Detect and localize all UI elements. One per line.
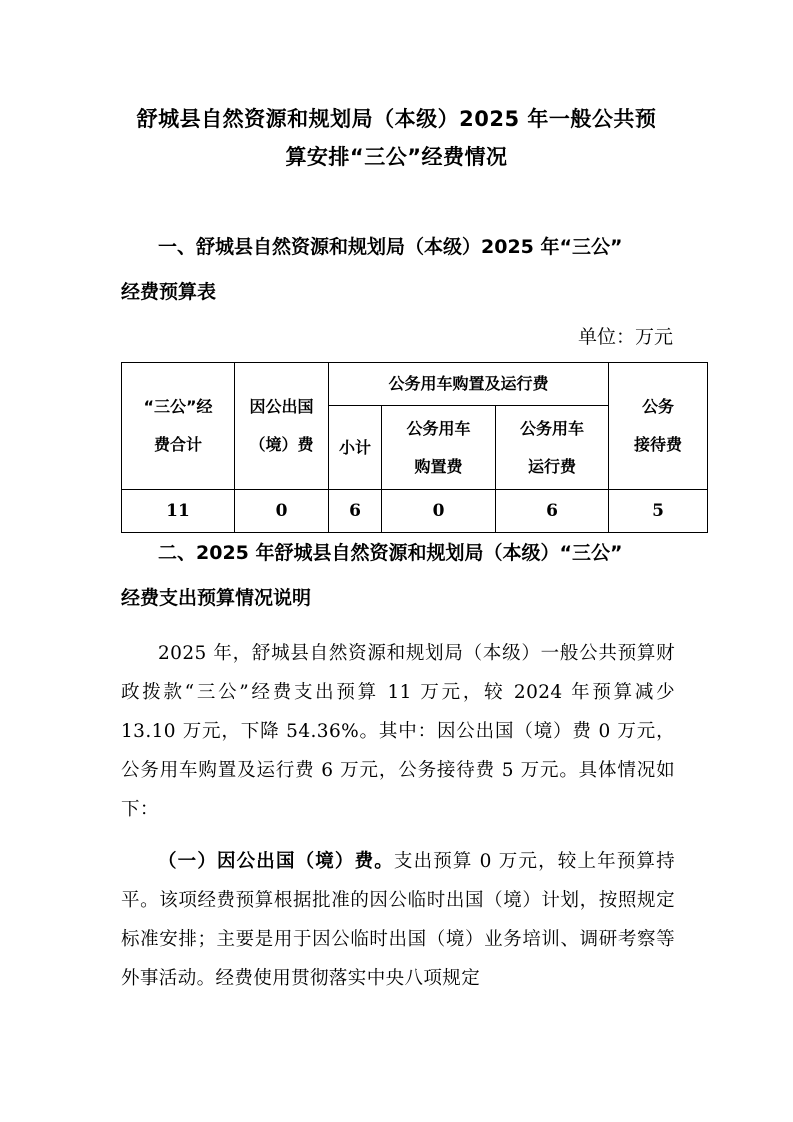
value-subtotal: 6 bbox=[329, 490, 382, 533]
header-purchase bbox=[382, 406, 496, 490]
header-abroad bbox=[235, 363, 329, 490]
document-title-line1: 舒城县自然资源和规划局（本级）2025 年一般公共预 bbox=[136, 107, 657, 131]
unit-label: 单位：万元 bbox=[577, 326, 673, 348]
document-title-line2: 算安排“三公”经费情况 bbox=[285, 145, 508, 169]
header-operation bbox=[496, 406, 609, 490]
paragraph-abroad bbox=[121, 842, 675, 998]
value-operation: 6 bbox=[496, 490, 609, 533]
header-operation-line2: 运行费 bbox=[527, 456, 576, 476]
section1-heading-line2: 经费预算表 bbox=[121, 281, 217, 303]
header-abroad-line1: 因公出国 bbox=[249, 397, 314, 416]
table-header-row bbox=[122, 363, 708, 406]
header-operation-line1: 公务用车 bbox=[519, 418, 584, 438]
paragraph-abroad-body: 支出预算 0 万元，较上年预算持平。该项经费预算根据批准的因公临时出国（境）计划，按照规定标准安排；主要是用于因公临时出国（境）业务培训、调研考察等外事活动。经费使用贯彻落实中央八项规定 bbox=[121, 851, 675, 989]
header-vehicle: 公务用车购置及运行费 bbox=[329, 363, 609, 406]
value-total: 11 bbox=[122, 490, 235, 533]
section2-heading-line1: 二、2025 年舒城县自然资源和规划局（本级）“三公” bbox=[158, 542, 623, 564]
table-row bbox=[122, 490, 708, 533]
budget-table bbox=[121, 362, 708, 533]
section1-heading-line1: 一、舒城县自然资源和规划局（本级）2025 年“三公” bbox=[158, 236, 623, 258]
header-purchase-line2: 购置费 bbox=[414, 456, 463, 476]
header-abroad-line2: （境）费 bbox=[249, 435, 314, 454]
header-total-line2: 费合计 bbox=[153, 435, 202, 454]
paragraph-abroad-lead: （一）因公出国（境）费。 bbox=[158, 851, 394, 872]
header-total-line1: “三公”经 bbox=[143, 397, 213, 416]
section2-heading-line2: 经费支出预算情况说明 bbox=[121, 587, 312, 609]
header-reception-line2: 接待费 bbox=[633, 435, 682, 454]
paragraph-overview: 2025 年，舒城县自然资源和规划局（本级）一般公共预算财政拨款“三公”经费支出预算 11 万元，较 2024 年预算减少 13.10 万元，下降 54.36%。其中：因公出国（境）费 0 万元，公务用车购置及运行费 6 万元，公务接待费 5 万元。具体情况如下： bbox=[121, 643, 675, 820]
value-purchase: 0 bbox=[382, 490, 496, 533]
header-reception-line1: 公务 bbox=[641, 397, 674, 416]
header-total bbox=[122, 363, 235, 490]
value-abroad: 0 bbox=[235, 490, 329, 533]
value-reception: 5 bbox=[609, 490, 708, 533]
header-subtotal: 小计 bbox=[329, 406, 382, 490]
header-purchase-line1: 公务用车 bbox=[406, 418, 471, 438]
header-reception bbox=[609, 363, 708, 490]
